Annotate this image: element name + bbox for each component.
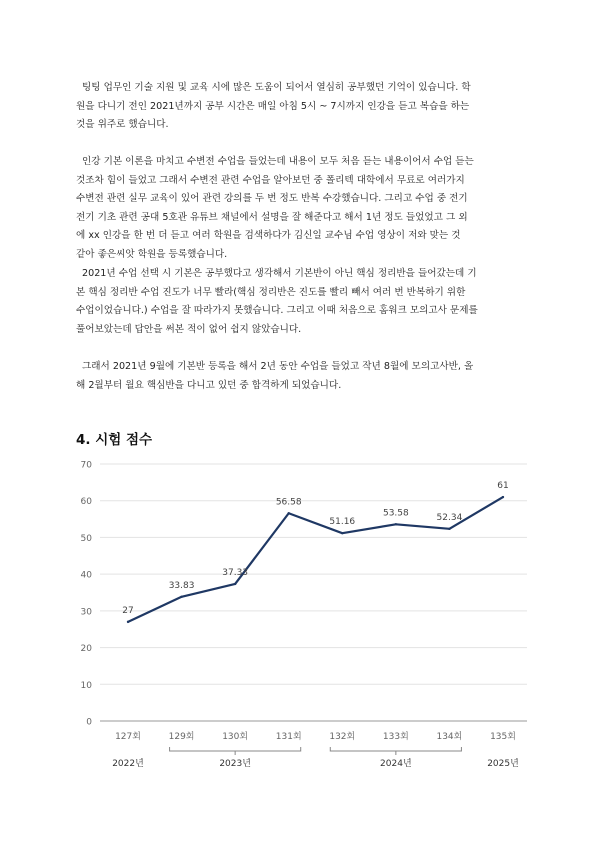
data-point <box>288 512 290 514</box>
paragraph-line: 수업이었습니다.) 수업을 잘 따라가지 못했습니다. 그리고 이때 처음으로 홈워크 모의고사 문제를 <box>76 305 478 317</box>
paragraph-line: 것을 위주로 했습니다. <box>76 119 169 131</box>
data-label: 37.33 <box>222 567 249 578</box>
year-label: 2022년 <box>112 759 144 769</box>
data-label: 52.34 <box>436 512 463 523</box>
x-axis-ticks <box>115 730 516 742</box>
y-tick-label: 0 <box>86 717 92 728</box>
y-tick-label: 20 <box>80 644 92 655</box>
paragraph-line: 본 핵심 정리반 수업 진도가 너무 빨라(핵심 정리반은 진도를 빨리 빼서 여러 번 반복하기 위한 <box>76 286 466 298</box>
x-tick-label: 130회 <box>222 732 249 742</box>
paragraph-line: 원을 다니기 전인 2021년까지 공부 시간은 매일 아침 5시 ~ 7시까지 인강을 듣고 복습을 하는 <box>76 100 470 112</box>
data-point <box>180 596 182 598</box>
paragraph-line: 그래서 2021년 9월에 기본반 등록을 해서 2년 동안 수업을 들었고 작년 8월에 모의고사반, 올 <box>82 361 474 372</box>
paragraph-line: 에 xx 인강을 한 번 더 듣고 여러 학원을 검색하다가 김신일 교수님 수업 영상이 저와 맞는 것 <box>76 230 461 242</box>
data-point <box>395 523 397 525</box>
y-tick-label: 60 <box>80 497 92 508</box>
paragraph-lecture-history <box>76 153 528 265</box>
data-point <box>341 532 343 534</box>
y-axis-ticks <box>81 461 93 728</box>
paragraph-line: 같아 좋은씨앗 학원을 등록했습니다. <box>76 248 228 260</box>
x-tick-label: 127회 <box>115 732 141 742</box>
paragraph-line: 전기 기초 관련 공대 5호관 유튜브 채널에서 설명을 잘 해준다고 해서 1년 정도 들었었고 그 외 <box>76 211 468 223</box>
y-tick-label: 70 <box>80 460 92 471</box>
x-tick-label: 134회 <box>436 732 463 742</box>
paragraph-line: 팅팅 업무인 기술 지원 및 교육 시에 많은 도움이 되어서 열심히 공부했던 기억이 있습니다. 학 <box>82 82 471 93</box>
paragraph-registration <box>76 358 528 395</box>
data-label: 27 <box>122 605 134 616</box>
x-tick-label: 132회 <box>329 732 356 742</box>
paragraph-line: 2021년 수업 선택 시 기본은 공부했다고 생각해서 기본반이 아닌 핵심 정리반을 들어갔는데 기 <box>82 268 477 279</box>
year-bracket <box>170 747 301 755</box>
y-tick-label: 50 <box>80 533 92 544</box>
year-label: 2023년 <box>219 759 251 769</box>
year-groups <box>112 747 519 769</box>
exam-score-line-chart <box>0 448 600 778</box>
chart-grid <box>100 464 527 721</box>
data-label: 56.58 <box>275 497 302 508</box>
y-tick-label: 30 <box>80 607 92 618</box>
year-label: 2024년 <box>380 759 412 769</box>
data-label: 61 <box>497 481 509 492</box>
data-label: 33.83 <box>168 580 195 591</box>
data-point <box>448 528 450 530</box>
x-tick-label: 129회 <box>168 732 195 742</box>
data-point <box>127 621 129 623</box>
data-label: 51.16 <box>329 517 356 528</box>
paragraph-line: 것조차 힘이 들었고 그래서 수변전 관련 수업을 알아보던 중 폴리텍 대학에서 무료로 여러가지 <box>76 174 465 186</box>
data-label: 53.58 <box>382 508 409 519</box>
y-tick-label: 40 <box>80 570 92 581</box>
x-tick-label: 133회 <box>382 732 409 742</box>
paragraph-study-schedule <box>76 79 528 135</box>
paragraph-line: 해 2월부터 월요 핵심반을 다니고 있던 중 합격하게 되었습니다. <box>76 379 342 391</box>
paragraph-line: 인강 기본 이론을 마치고 수변전 수업을 들었는데 내용이 모두 처음 듣는 내용이어서 수업 듣는 <box>82 156 474 167</box>
year-bracket <box>330 747 461 755</box>
data-point <box>502 496 504 498</box>
y-tick-label: 10 <box>80 680 92 691</box>
data-labels <box>122 481 508 616</box>
paragraph-class-selection <box>76 265 528 339</box>
paragraph-line: 수변전 관련 실무 교육이 있어 관련 강의를 두 번 정도 반복 수강했습니다. 그리고 수업 중 전기 <box>76 193 468 205</box>
data-point <box>234 583 236 585</box>
paragraph-line: 풀어보았는데 답안을 써본 적이 없어 쉽지 않았습니다. <box>76 323 302 335</box>
year-label: 2025년 <box>487 759 519 769</box>
x-tick-label: 131회 <box>275 732 302 742</box>
section-heading: 4. 시험 점수 <box>76 432 153 448</box>
x-tick-label: 135회 <box>490 732 516 742</box>
